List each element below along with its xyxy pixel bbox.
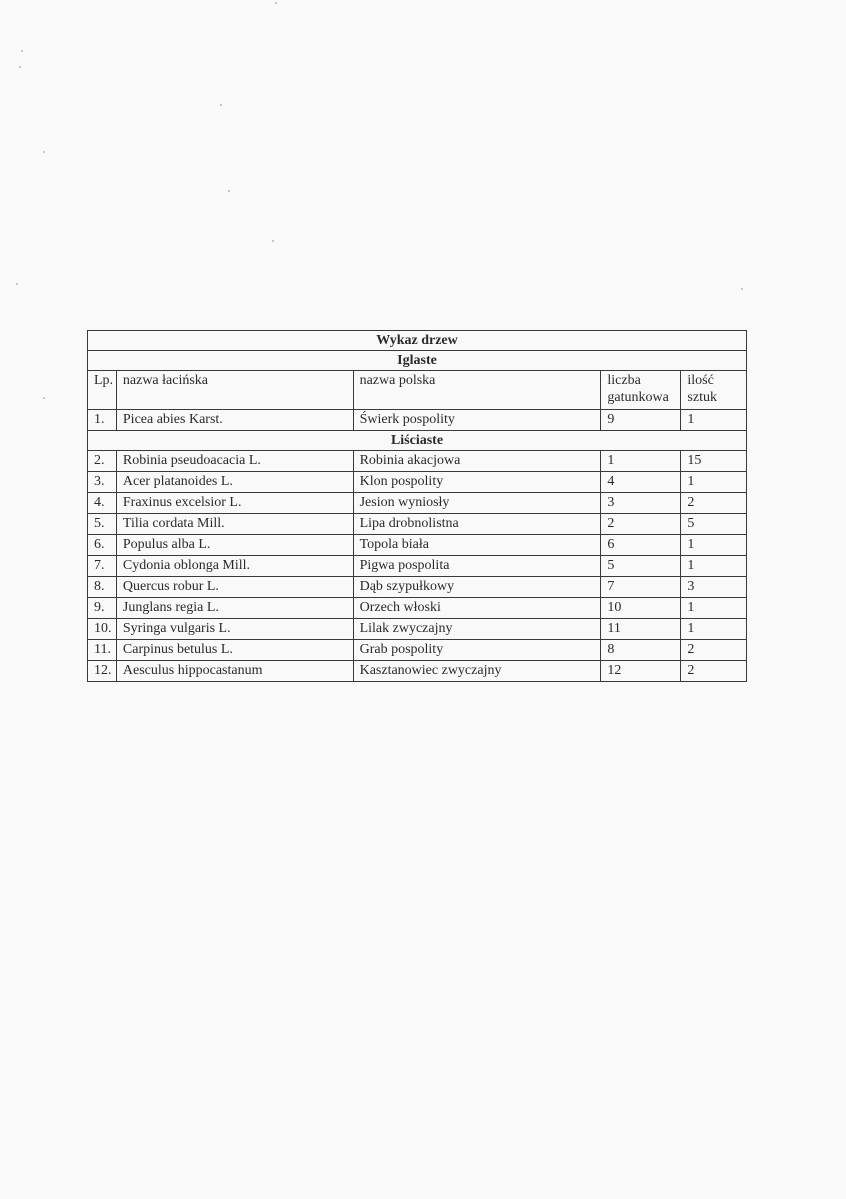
cell-latin-name: Fraxinus excelsior L. — [116, 493, 353, 514]
cell-polish-name: Pigwa pospolita — [353, 556, 601, 577]
table-title: Wykaz drzew — [88, 331, 747, 351]
cell-ilosc: 2 — [681, 493, 747, 514]
column-header-liczba — [601, 371, 681, 410]
cell-liczba: 6 — [601, 535, 681, 556]
cell-liczba: 4 — [601, 472, 681, 493]
cell-lp: 9. — [88, 598, 117, 619]
cell-ilosc: 1 — [681, 556, 747, 577]
cell-liczba: 8 — [601, 640, 681, 661]
column-header-ilosc — [681, 371, 747, 410]
cell-ilosc: 15 — [681, 451, 747, 472]
cell-lp: 3. — [88, 472, 117, 493]
table-row — [88, 556, 747, 577]
cell-lp: 2. — [88, 451, 117, 472]
cell-ilosc: 1 — [681, 598, 747, 619]
column-header-latin: nazwa łacińska — [116, 371, 353, 410]
section-title-iglaste: Iglaste — [88, 351, 747, 371]
scan-speck — [43, 151, 45, 153]
table-row — [88, 619, 747, 640]
cell-latin-name: Junglans regia L. — [116, 598, 353, 619]
cell-polish-name: Robinia akacjowa — [353, 451, 601, 472]
scan-speck — [43, 397, 45, 399]
table-row — [88, 598, 747, 619]
cell-polish-name: Świerk pospolity — [353, 410, 601, 431]
cell-ilosc: 1 — [681, 619, 747, 640]
scan-speck — [272, 240, 274, 242]
table-row — [88, 535, 747, 556]
cell-liczba: 3 — [601, 493, 681, 514]
table-row — [88, 493, 747, 514]
scan-speck — [19, 66, 21, 68]
cell-polish-name: Orzech włoski — [353, 598, 601, 619]
column-header-ilosc-line1: ilość — [687, 373, 714, 388]
cell-latin-name: Populus alba L. — [116, 535, 353, 556]
cell-latin-name: Syringa vulgaris L. — [116, 619, 353, 640]
cell-liczba: 7 — [601, 577, 681, 598]
section-title-lisciaste: Liściaste — [88, 431, 747, 451]
cell-liczba: 10 — [601, 598, 681, 619]
cell-polish-name: Lilak zwyczajny — [353, 619, 601, 640]
table-row — [88, 640, 747, 661]
scan-speck — [275, 2, 277, 4]
cell-lp: 11. — [88, 640, 117, 661]
cell-lp: 4. — [88, 493, 117, 514]
column-header-ilosc-line2: sztuk — [687, 390, 717, 405]
cell-liczba: 12 — [601, 661, 681, 682]
cell-liczba: 1 — [601, 451, 681, 472]
table-row — [88, 514, 747, 535]
cell-ilosc: 2 — [681, 640, 747, 661]
scan-speck — [16, 283, 18, 285]
cell-lp: 10. — [88, 619, 117, 640]
table-row — [88, 410, 747, 431]
cell-latin-name: Quercus robur L. — [116, 577, 353, 598]
tree-list-table — [87, 330, 747, 682]
scan-speck — [741, 288, 743, 290]
table-row — [88, 577, 747, 598]
table-title-row — [88, 331, 747, 351]
cell-latin-name: Acer platanoides L. — [116, 472, 353, 493]
cell-ilosc: 3 — [681, 577, 747, 598]
section-row — [88, 431, 747, 451]
cell-latin-name: Cydonia oblonga Mill. — [116, 556, 353, 577]
cell-latin-name: Robinia pseudoacacia L. — [116, 451, 353, 472]
column-header-row — [88, 371, 747, 410]
cell-liczba: 9 — [601, 410, 681, 431]
cell-polish-name: Topola biała — [353, 535, 601, 556]
cell-latin-name: Carpinus betulus L. — [116, 640, 353, 661]
scan-speck — [220, 104, 222, 106]
cell-liczba: 11 — [601, 619, 681, 640]
cell-ilosc: 1 — [681, 410, 747, 431]
table-row — [88, 472, 747, 493]
scan-speck — [228, 190, 230, 192]
column-header-polish: nazwa polska — [353, 371, 601, 410]
cell-lp: 8. — [88, 577, 117, 598]
column-header-liczba-line2: gatunkowa — [607, 390, 669, 405]
cell-lp: 1. — [88, 410, 117, 431]
cell-lp: 5. — [88, 514, 117, 535]
cell-ilosc: 1 — [681, 472, 747, 493]
cell-latin-name: Aesculus hippocastanum — [116, 661, 353, 682]
cell-latin-name: Tilia cordata Mill. — [116, 514, 353, 535]
cell-lp: 12. — [88, 661, 117, 682]
section-row — [88, 351, 747, 371]
cell-polish-name: Klon pospolity — [353, 472, 601, 493]
cell-ilosc: 2 — [681, 661, 747, 682]
column-header-liczba-line1: liczba — [607, 373, 641, 388]
cell-polish-name: Dąb szypułkowy — [353, 577, 601, 598]
table-row — [88, 451, 747, 472]
cell-ilosc: 1 — [681, 535, 747, 556]
cell-polish-name: Jesion wyniosły — [353, 493, 601, 514]
column-header-lp: Lp. — [88, 371, 117, 410]
cell-polish-name: Kasztanowiec zwyczajny — [353, 661, 601, 682]
scan-speck — [21, 50, 23, 52]
cell-liczba: 5 — [601, 556, 681, 577]
table-row — [88, 661, 747, 682]
cell-liczba: 2 — [601, 514, 681, 535]
cell-polish-name: Lipa drobnolistna — [353, 514, 601, 535]
cell-lp: 7. — [88, 556, 117, 577]
cell-lp: 6. — [88, 535, 117, 556]
cell-ilosc: 5 — [681, 514, 747, 535]
cell-polish-name: Grab pospolity — [353, 640, 601, 661]
cell-latin-name: Picea abies Karst. — [116, 410, 353, 431]
